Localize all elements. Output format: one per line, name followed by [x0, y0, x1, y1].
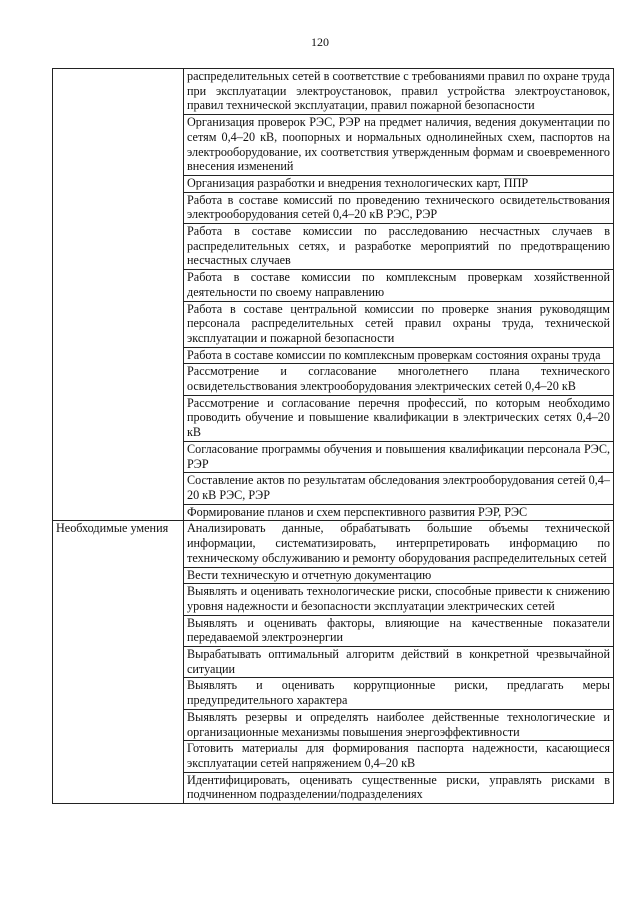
section-label: Необходимые умения — [53, 521, 184, 804]
requirement-item: Формирование планов и схем перспективного развития РЭР, РЭС — [184, 504, 614, 521]
requirement-item: распределительных сетей в соответствие с требованиями правил по охране труда при эксплуатации электроустановок, правил устройства электроустановок, правил технической эксплуатации, правил пожарной безопасности — [184, 69, 614, 115]
requirement-item: Выявлять резервы и определять наиболее действенные технологические и организационные механизмы повышения энергоэффективности — [184, 709, 614, 740]
requirement-item: Работа в составе центральной комиссии по проверке знания руководящим персонала распределительных сетей правил охраны труда, технической эксплуатации и пожарной безопасности — [184, 301, 614, 347]
requirement-item: Работа в составе комиссии по расследованию несчастных случаев в распределительных сетях, и разработке мероприятий по предотвращению несчастных случаев — [184, 224, 614, 270]
requirement-item: Вести техническую и отчетную документацию — [184, 567, 614, 584]
requirement-item: Выявлять и оценивать коррупционные риски, предлагать меры предупредительного характера — [184, 678, 614, 709]
requirement-item: Составление актов по результатам обследования электрооборудования сетей 0,4–20 кВ РЭС, РЭР — [184, 473, 614, 504]
requirement-item: Вырабатывать оптимальный алгоритм действий в конкретной чрезвычайной ситуации — [184, 647, 614, 678]
requirement-item: Идентифицировать, оценивать существенные риски, управлять рисками в подчиненном подразделении/подразделениях — [184, 772, 614, 803]
requirement-item: Рассмотрение и согласование многолетнего плана технического освидетельствования электрооборудования электрических сетей 0,4–20 кВ — [184, 364, 614, 395]
requirement-item: Готовить материалы для формирования паспорта надежности, касающиеся эксплуатации сетей напряжением 0,4–20 кВ — [184, 741, 614, 772]
requirement-item: Согласование программы обучения и повышения квалификации персонала РЭС, РЭР — [184, 441, 614, 472]
table-body — [53, 69, 614, 804]
requirement-item: Организация разработки и внедрения технологических карт, ППР — [184, 175, 614, 192]
requirement-item: Анализировать данные, обрабатывать большие объемы технической информации, систематизировать, интерпретировать информацию по техническому обслуживанию и ремонту оборудования распределительных сетей — [184, 521, 614, 567]
requirement-item: Работа в составе комиссии по комплексным проверкам состояния охраны труда — [184, 347, 614, 364]
table-row — [53, 521, 614, 567]
section-label — [53, 69, 184, 521]
requirement-item: Работа в составе комиссий по проведению технического освидетельствования электрооборудования сетей 0,4–20 кВ РЭС, РЭР — [184, 192, 614, 223]
requirements-table — [52, 68, 614, 804]
requirement-item: Выявлять и оценивать факторы, влияющие на качественные показатели передаваемой электроэнергии — [184, 615, 614, 646]
table-row — [53, 69, 614, 115]
requirement-item: Работа в составе комиссии по комплексным проверкам хозяйственной деятельности по своему направлению — [184, 270, 614, 301]
page-number: 120 — [311, 35, 329, 49]
requirement-item: Рассмотрение и согласование перечня профессий, по которым необходимо проводить обучение и повышение квалификации в электрических сетях 0,4–20 кВ — [184, 395, 614, 441]
requirement-item: Выявлять и оценивать технологические риски, способные привести к снижению уровня надежности и безопасности эксплуатации электрических сетей — [184, 584, 614, 615]
requirement-item: Организация проверок РЭС, РЭР на предмет наличия, ведения документации по сетям 0,4–20 кВ, поопорных и нормальных однолинейных схем, паспортов на электрооборудование, их соответствия утвержденным формам и своевременного внесения изменений — [184, 115, 614, 176]
